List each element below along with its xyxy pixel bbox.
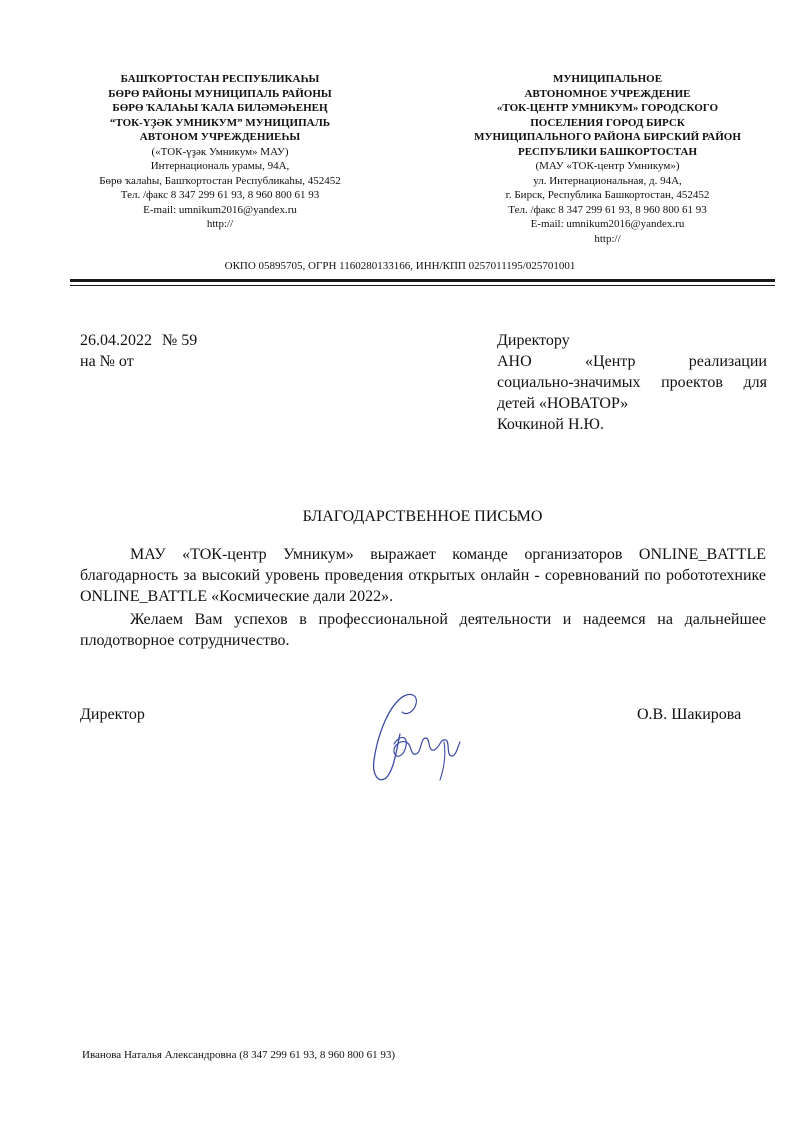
addressee-word: «Центр bbox=[585, 353, 636, 370]
addressee-word: реализации bbox=[688, 353, 767, 370]
header-right-line: E-mail: umnikum2016@yandex.ru bbox=[530, 218, 685, 230]
signatory-position: Директор bbox=[80, 706, 145, 723]
header-left-line: АВТОНОМ УЧРЕЖДЕНИЕҺЫ bbox=[139, 131, 301, 143]
header-right-line: http:// bbox=[594, 232, 621, 245]
header-right-line: «ТОК-ЦЕНТР УМНИКУМ» ГОРОДСКОГО bbox=[496, 102, 719, 114]
addressee-word: АНО bbox=[497, 353, 532, 370]
addressee-org-line: детей «НОВАТОР» bbox=[497, 395, 629, 412]
header-left-line: БАШҠОРТОСТАН РЕСПУБЛИКАҺЫ bbox=[120, 73, 320, 85]
header-left-line: Интернациональ урамы, 94А, bbox=[150, 160, 290, 172]
header-right-line: ул. Интернациональная, д. 94А, bbox=[533, 174, 682, 187]
addressee-name: Кочкиной Н.Ю. bbox=[497, 416, 604, 433]
addressee-position: Директору bbox=[497, 332, 570, 349]
header-right-org bbox=[465, 72, 750, 246]
header-left-line: Бөрө ҡалаһы, Башҡортостан Республикаһы, 452452 bbox=[99, 174, 341, 187]
header-right-line: АВТОНОМНОЕ УЧРЕЖДЕНИЕ bbox=[524, 87, 691, 100]
document-date: 26.04.2022 bbox=[80, 332, 152, 349]
addressee-org-line: социально-значимых проектов для bbox=[497, 374, 767, 391]
header-left-line: БӨРӨ ҠАЛАҺЫ ҠАЛА БИЛӘМӘҺЕНЕҢ bbox=[112, 102, 328, 114]
addressee-org-line bbox=[497, 351, 767, 372]
body-paragraph: Желаем Вам успехов в профессиональной деятельности и надеемся на дальнейшее плодотворное сотрудничество. bbox=[80, 611, 766, 649]
handwritten-signature bbox=[360, 682, 470, 792]
header-left-line: («ТОК-үҙәк Умникум» МАУ) bbox=[151, 145, 289, 158]
signatory-name: О.В. Шакирова bbox=[637, 706, 742, 723]
header-divider-thick bbox=[70, 279, 775, 282]
addressee-block bbox=[497, 330, 767, 435]
header-right-line: ПОСЕЛЕНИЯ ГОРОД БИРСК bbox=[530, 116, 685, 129]
header-right-line: г. Бирск, Республика Башкортостан, 452452 bbox=[505, 189, 710, 201]
header-left-line: http:// bbox=[206, 218, 234, 230]
executor-contact: Иванова Наталья Александровна (8 347 299 61 93, 8 960 800 61 93) bbox=[82, 1049, 396, 1061]
header-right-line: РЕСПУБЛИКИ БАШКОРТОСТАН bbox=[517, 145, 698, 158]
header-left-line: E-mail: umnikum2016@yandex.ru bbox=[143, 203, 297, 216]
header-right-line: Тел. /факс 8 347 299 61 93, 8 960 800 61 93 bbox=[508, 203, 707, 216]
header-divider-thin bbox=[70, 285, 775, 286]
header-left-line: БӨРӨ РАЙОНЫ МУНИЦИПАЛЬ РАЙОНЫ bbox=[108, 87, 332, 100]
document-number: № 59 bbox=[162, 332, 198, 349]
registration-codes: ОКПО 05895705, ОГРН 1160280133166, ИНН/КПП 0257011195/025701001 bbox=[224, 260, 576, 272]
document-title: БЛАГОДАРСТВЕННОЕ ПИСЬМО bbox=[302, 508, 543, 525]
header-right-line: МУНИЦИПАЛЬНОГО РАЙОНА БИРСКИЙ РАЙОН bbox=[474, 131, 741, 143]
document-reference bbox=[80, 330, 197, 372]
reply-reference: на № от bbox=[80, 353, 134, 370]
header-left-line: Тел. /факс 8 347 299 61 93, 8 960 800 61 93 bbox=[120, 189, 320, 201]
letter-body bbox=[80, 544, 766, 651]
header-left-org bbox=[70, 72, 370, 232]
header-left-line: “ТОК-ҮҘӘК УМНИКУМ” МУНИЦИПАЛЬ bbox=[109, 116, 331, 129]
header-right-line: МУНИЦИПАЛЬНОЕ bbox=[552, 73, 663, 85]
body-paragraph: МАУ «ТОК-центр Умникум» выражает команде организаторов ONLINE_BATTLE благодарность за высокий уровень проведения открытых онлайн - соревнований по робототехнике ONLINE_BATTLE «Космические дали 2022». bbox=[80, 546, 766, 605]
header-right-line: (МАУ «ТОК-центр Умникум») bbox=[535, 160, 680, 172]
